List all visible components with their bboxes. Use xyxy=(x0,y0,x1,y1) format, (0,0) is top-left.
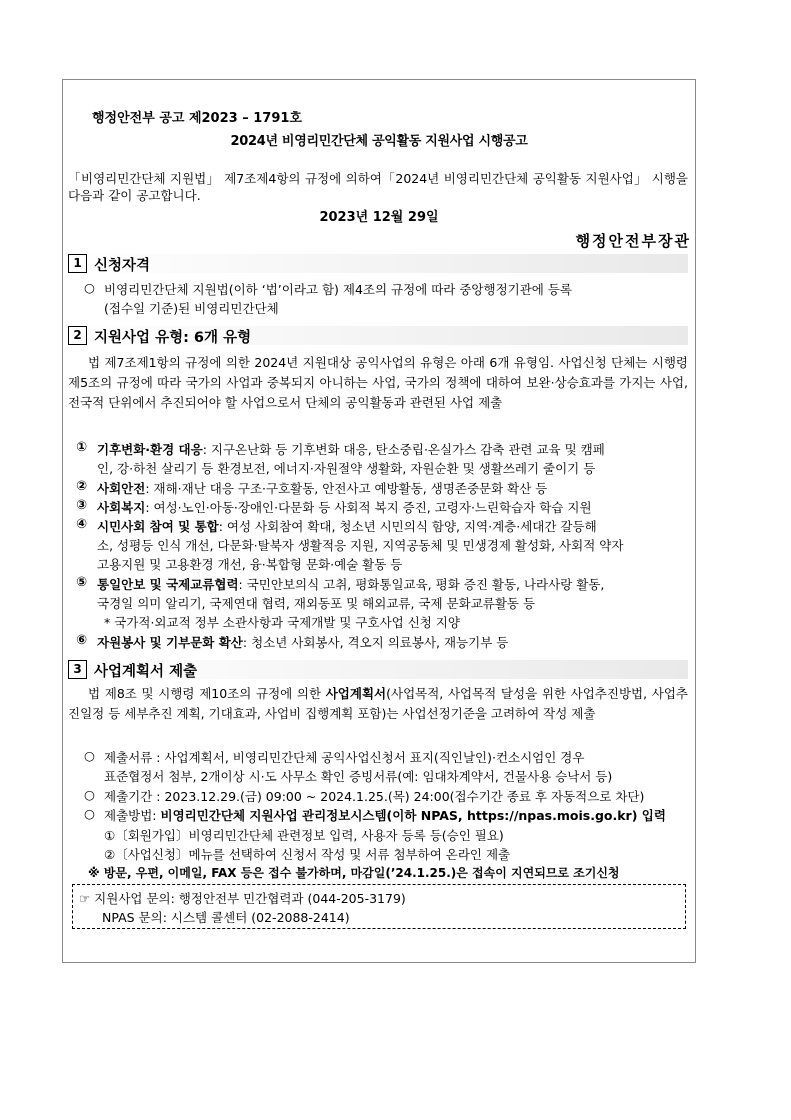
item-mark: ④ xyxy=(76,517,88,532)
intro-text: 「비영리민간단체 지원법」 제7조제4항의 규정에 의하여「2024년 비영리민간단체 공익활동 지원사업」 시행을 다음과 같이 공고합니다. xyxy=(68,171,688,203)
notice-number: 행정안전부 공고 제2023 – 1791호 xyxy=(92,111,302,126)
bullet-mark: ○ xyxy=(84,787,95,802)
type-item-4-cont: 소, 성평등 인식 개선, 다문화·탈북자 생활적응 지원, 지역공동체 및 민생경제 활성화, 사회적 약자 xyxy=(97,538,624,553)
page-title: 2024년 비영리민간단체 공익활동 지원사업 시행공고 xyxy=(230,134,528,149)
section-1-header xyxy=(68,254,688,273)
step-2: ②〔사업신청〕메뉴를 선택하여 신청서 작성 및 서류 첨부하여 온라인 제출 xyxy=(104,847,511,862)
documents-line-1: 제출서류 : 사업계획서, 비영리민간단체 공익사업신청서 표지(직인날인)·컨소시엄인 경우 xyxy=(104,750,585,765)
step-1: ①〔회원가입〕비영리민간단체 관련정보 입력, 사용자 등록 등(승인 필요) xyxy=(104,828,504,843)
type-item-5-cont: 국경일 의미 알리기, 국제연대 협력, 재외동포 및 해외교류, 국제 문화교류활동 등 xyxy=(97,596,536,611)
section-title: 사업계획서 제출 xyxy=(94,664,198,680)
item-mark: ② xyxy=(76,479,88,494)
method-line: 제출방법: 비영리민간단체 지원사업 관리정보시스템(이하 NPAS, https://npas.mois.go.kr) 입력 xyxy=(104,808,666,823)
item-mark: ③ xyxy=(76,498,88,513)
type-item-5: 통일안보 및 국제교류협력: 국민안보의식 고취, 평화통일교육, 평화 증진 활동, 나라사랑 활동, xyxy=(97,577,605,592)
types-intro: 법 제7조제1항의 규정에 의한 2024년 지원대상 공익사업의 유형은 아래 6개 유형임. 사업신청 단체는 시행령 제5조의 규정에 따라 국가의 사업과 중복되지 아니하는 사업, 국가의 정책에 대하여 보완·상승효과를 가지는 사업, 전국적 단위에서 추진되어야 할 사업으로서 단체의 공익활동과 관련된 사업 제출 xyxy=(68,355,688,410)
warning-note: ※ 방문, 우편, 이메일, FAX 등은 접수 불가하며, 마감일(’24.1.25.)은 접속이 지연되므로 조기신청 xyxy=(88,866,620,880)
section-number: 2 xyxy=(68,326,87,345)
eligibility-line-1: 비영리민간단체 지원법(이하 ‘법’이라고 함) 제4조의 규정에 따라 중앙행정기관에 등록 xyxy=(104,282,572,297)
type-item-6: 자원봉사 및 기부문화 확산: 청소년 사회봉사, 격오지 의료봉사, 재능기부 등 xyxy=(97,635,509,650)
type-item-5-note: * 국가적·외교적 정부 소관사항과 국제개발 및 구호사업 신청 지양 xyxy=(104,615,460,630)
contact-line-1: ☞ 지원사업 문의: 행정안전부 민간협력과 (044-205-3179) xyxy=(79,891,406,906)
signer: 행정안전부장관 xyxy=(575,232,691,250)
bullet-mark: ○ xyxy=(84,806,95,821)
documents-line-2: 표준협정서 첨부, 2개이상 시·도 사무소 확인 증빙서류(예: 임대차계약서, 건물사용 승낙서 등) xyxy=(104,769,613,784)
section-title: 신청자격 xyxy=(94,258,151,274)
type-item-3: 사회복지: 여성·노인·아동·장애인·다문화 등 사회적 복지 증진, 고령자·느린학습자 학습 지원 xyxy=(97,500,592,515)
item-mark: ① xyxy=(76,440,88,455)
section-title: 지원사업 유형: 6개 유형 xyxy=(94,330,252,346)
eligibility-line-2: (접수일 기준)된 비영리민간단체 xyxy=(104,301,279,316)
contact-line-2: NPAS 문의: 시스템 콜센터 (02-2088-2414) xyxy=(102,910,350,925)
notice-date: 2023년 12월 29일 xyxy=(319,210,439,225)
section-number: 1 xyxy=(68,254,87,273)
bullet-mark: ○ xyxy=(84,280,95,295)
contact-box xyxy=(72,884,686,929)
type-item-1: 기후변화·환경 대응: 지구온난화 등 기후변화 대응, 탄소중립·온실가스 감축 관련 교육 및 캠페 xyxy=(97,442,605,457)
item-mark: ⑥ xyxy=(76,633,88,648)
submission-intro: 법 제8조 및 시행령 제10조의 규정에 의한 사업계획서(사업목적, 사업목적 달성을 위한 사업추진방법, 사업추진일정 등 세부추진 계획, 기대효과, 사업비 집행계획 포함)는 사업선정기준을 고려하여 작성 제출 xyxy=(68,686,688,721)
item-mark: ⑤ xyxy=(76,575,88,590)
section-number: 3 xyxy=(68,660,87,679)
type-item-4: 시민사회 참여 및 통합: 여성 사회참여 확대, 청소년 시민의식 함양, 지역·계층·세대간 갈등해 xyxy=(97,519,597,534)
period-line: 제출기간 : 2023.12.29.(금) 09:00 ~ 2024.1.25.(목) 24:00(접수기간 종료 후 자동적으로 차단) xyxy=(104,789,645,804)
bullet-mark: ○ xyxy=(84,748,95,763)
type-item-4-cont: 고용지원 및 고용환경 개선, 융·복합형 문화·예술 활동 등 xyxy=(97,557,403,572)
section-3-header xyxy=(68,660,688,679)
type-item-2: 사회안전: 재해·재난 대응 구조·구호활동, 안전사고 예방활동, 생명존중문화 확산 등 xyxy=(97,481,548,496)
section-2-header xyxy=(68,326,688,345)
type-item-1-cont: 인, 강·하천 살리기 등 환경보전, 에너지·자원절약 생활화, 자원순환 및 생활쓰레기 줄이기 등 xyxy=(97,461,596,476)
